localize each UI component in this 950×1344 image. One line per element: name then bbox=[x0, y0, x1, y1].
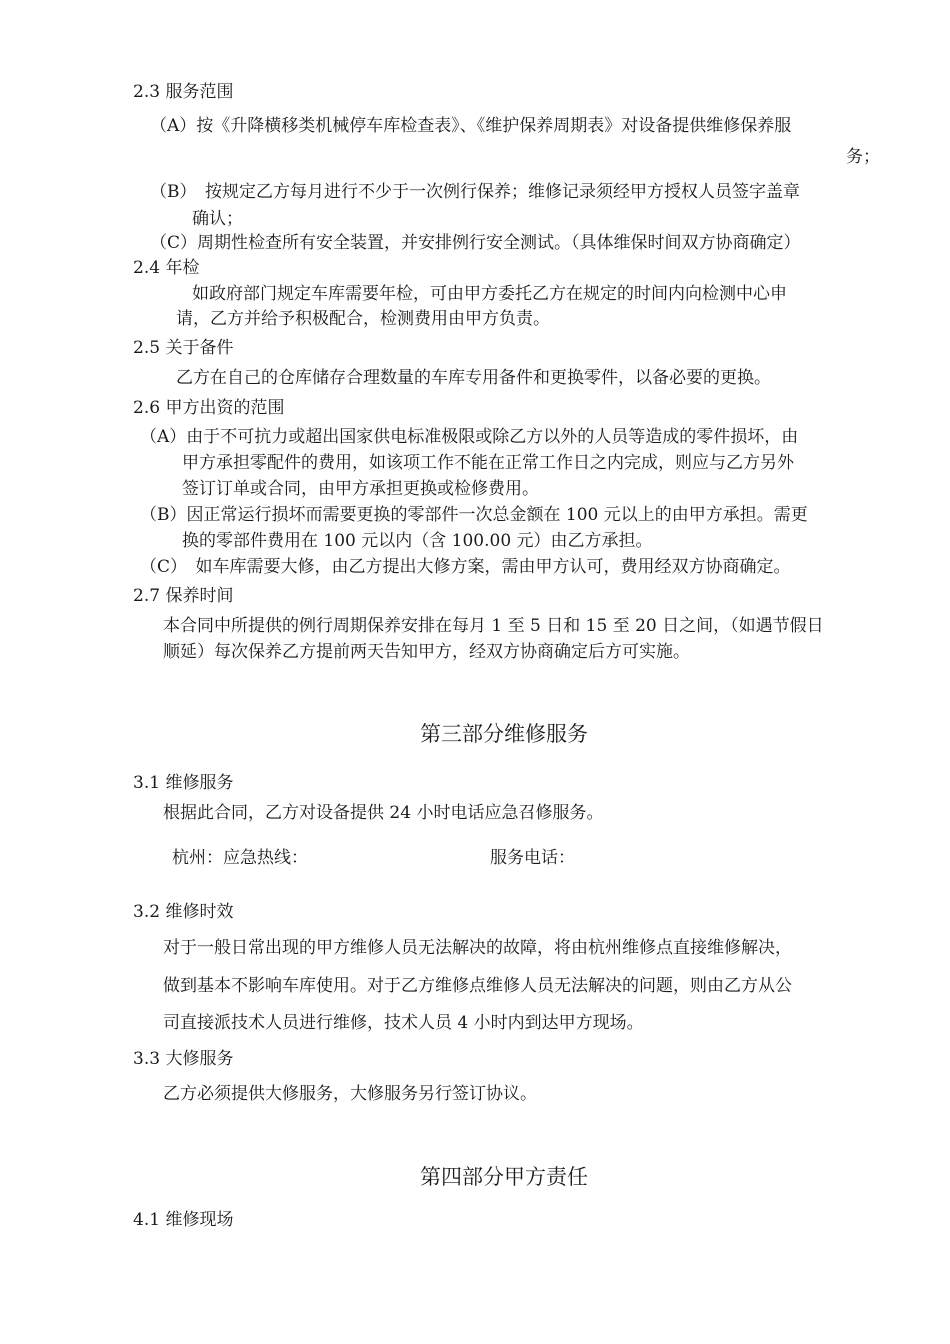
section-heading-2-3: 2.3 服务范围 bbox=[133, 82, 234, 102]
paragraph-3-2-line2: 做到基本不影响车库使用。对于乙方维修点维修人员无法解决的问题，则由乙方从公 bbox=[163, 976, 792, 996]
paragraph-2-3-a: （A）按《升降横移类机械停车库检查表》、《维护保养周期表》对设备提供维修保养服 bbox=[150, 116, 792, 136]
section-heading-4-1: 4.1 维修现场 bbox=[133, 1210, 234, 1230]
paragraph-3-2-line1: 对于一般日常出现的甲方维修人员无法解决的故障，将由杭州维修点直接维修解决， bbox=[163, 938, 792, 958]
paragraph-2-6-a-line3: 签订订单或合同，由甲方承担更换或检修费用。 bbox=[182, 479, 539, 499]
paragraph-2-5-line1: 乙方在自己的仓库储存合理数量的车库专用备件和更换零件，以备必要的更换。 bbox=[176, 368, 771, 388]
section-heading-2-7: 2.7 保养时间 bbox=[133, 586, 234, 606]
paragraph-3-3-line1: 乙方必须提供大修服务，大修服务另行签订协议。 bbox=[163, 1084, 537, 1104]
part-title-3: 第三部分维修服务 bbox=[420, 722, 588, 746]
paragraph-2-6-c: （C） 如车库需要大修，由乙方提出大修方案，需由甲方认可，费用经双方协商确定。 bbox=[140, 557, 791, 577]
part-title-4: 第四部分甲方责任 bbox=[420, 1165, 588, 1189]
paragraph-2-3-c: （C）周期性检查所有安全装置，并安排例行安全测试。（具体维保时间双方协商确定） bbox=[150, 233, 801, 253]
paragraph-2-7-line2: 顺延）每次保养乙方提前两天告知甲方，经双方协商确定后方可实施。 bbox=[163, 642, 690, 662]
paragraph-3-2-line3: 司直接派技术人员进行维修，技术人员 4 小时内到达甲方现场。 bbox=[163, 1013, 644, 1033]
section-heading-2-6: 2.6 甲方出资的范围 bbox=[133, 398, 285, 418]
paragraph-2-3-b-line1: （B） 按规定乙方每月进行不少于一次例行保养；维修记录须经甲方授权人员签字盖章 bbox=[150, 182, 800, 202]
section-heading-2-4: 2.4 年检 bbox=[133, 258, 200, 278]
paragraph-2-3-a-continued: 务； bbox=[846, 147, 880, 167]
paragraph-2-7-line1: 本合同中所提供的例行周期保养安排在每月 1 至 5 日和 15 至 20 日之间，（如遇节假日 bbox=[163, 616, 824, 636]
paragraph-2-6-a-line1: （A）由于不可抗力或超出国家供电标准极限或除乙方以外的人员等造成的零件损坏，由 bbox=[140, 427, 799, 447]
paragraph-2-6-b-line1: （B）因正常运行损坏而需要更换的零部件一次总金额在 100 元以上的由甲方承担。需更 bbox=[140, 505, 808, 525]
paragraph-2-6-a-line2: 甲方承担零配件的费用，如该项工作不能在正常工作日之内完成，则应与乙方另外 bbox=[182, 453, 794, 473]
paragraph-2-4-line1: 如政府部门规定车库需要年检，可由甲方委托乙方在规定的时间内向检测中心申 bbox=[192, 284, 787, 304]
service-phone-label: 服务电话： bbox=[490, 848, 575, 868]
paragraph-2-3-b-line2: 确认； bbox=[192, 209, 243, 229]
section-heading-3-2: 3.2 维修时效 bbox=[133, 902, 234, 922]
paragraph-2-4-line2: 请，乙方并给予积极配合，检测费用由甲方负责。 bbox=[176, 309, 550, 329]
paragraph-2-6-b-line2: 换的零部件费用在 100 元以内（含 100.00 元）由乙方承担。 bbox=[182, 531, 653, 551]
section-heading-2-5: 2.5 关于备件 bbox=[133, 338, 234, 358]
paragraph-3-1-line1: 根据此合同，乙方对设备提供 24 小时电话应急召修服务。 bbox=[163, 803, 604, 823]
section-heading-3-3: 3.3 大修服务 bbox=[133, 1049, 234, 1069]
section-heading-3-1: 3.1 维修服务 bbox=[133, 773, 234, 793]
hotline-label: 杭州：应急热线： bbox=[172, 848, 308, 868]
